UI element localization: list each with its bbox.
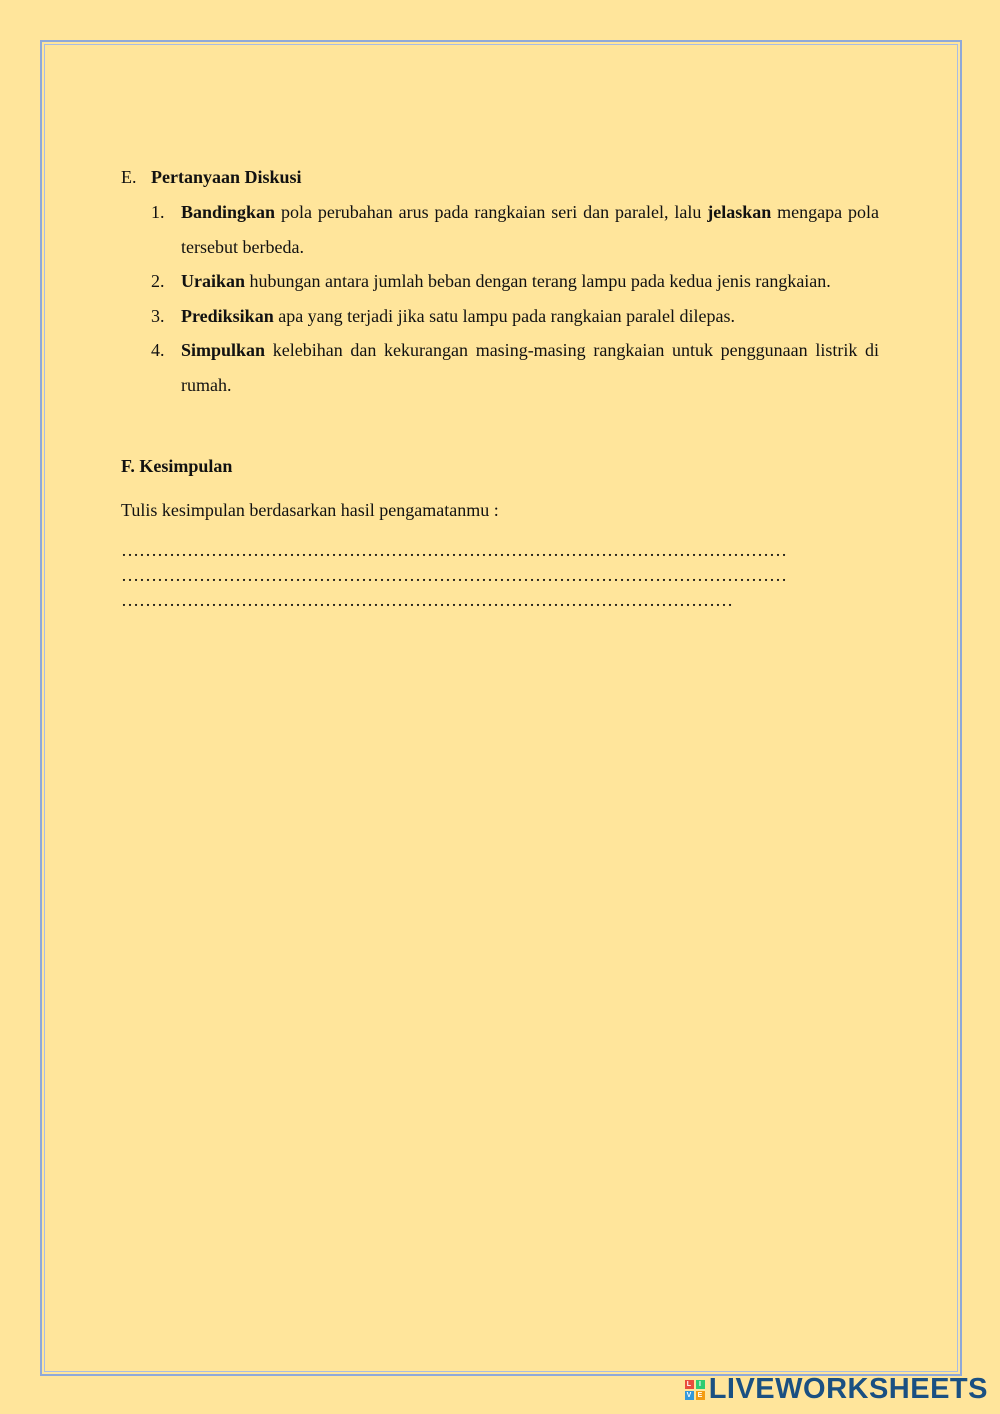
logo-letter: L [685,1380,694,1389]
conclusion-answer-area[interactable] [121,538,879,613]
question-body: apa yang terjadi jika satu lampu pada rangkaian paralel dilepas. [273,305,736,326]
section-e-letter: E. [121,167,137,187]
answer-dot-line-2[interactable]: ………………………………………………………………………………………………… [121,565,787,585]
conclusion-instruction: Tulis kesimpulan berdasarkan hasil pengamatanmu : [121,500,499,520]
logo-letter: V [686,1391,692,1399]
section-e-heading [121,163,879,191]
question-body-2: mengapa pola tersebut berbeda. [181,202,879,257]
worksheet-content [121,163,879,613]
question-keyword: Bandingkan [181,202,276,222]
question-body: kelebihan dan kekurangan masing-masing rangkaian untuk penggunaan listrik di rumah. [181,340,879,395]
question-keyword: Simpulkan [181,340,266,360]
question-number: 1. [151,202,165,222]
section-f-title: F. Kesimpulan [121,456,233,476]
question-text [181,299,879,334]
logo-letter: I [696,1380,705,1389]
question-text [181,195,879,264]
liveworksheets-brand [685,1373,988,1406]
question-number: 4. [151,340,165,360]
question-body: pola perubahan arus pada rangkaian seri dan paralel, lalu [275,202,708,222]
answer-dot-line-1[interactable]: ………………………………………………………………………………………………… [121,540,787,560]
question-number: 3. [151,305,165,326]
question-keyword: Prediksikan [181,305,274,326]
brand-name: LIVEWORKSHEETS [708,1373,988,1405]
question-number: 2. [151,271,165,291]
question-text [181,333,879,402]
logo-letter: E [697,1391,703,1399]
question-keyword: Uraikan [181,271,246,291]
question-item-4 [121,333,879,402]
discussion-question-list [121,195,879,402]
question-body: hubungan antara jumlah beban dengan terang lampu pada kedua jenis rangkaian. [245,271,831,291]
answer-dot-line-3[interactable]: ………………………………………………………………………………………… [121,590,733,610]
question-keyword-2: jelaskan [707,202,772,222]
question-item-1 [121,195,879,264]
question-item-2 [121,264,879,299]
liveworksheets-logo-icon [685,1380,705,1400]
question-item-3 [121,299,879,334]
question-text [181,264,879,299]
section-e-title: Pertanyaan Diskusi [151,167,302,187]
